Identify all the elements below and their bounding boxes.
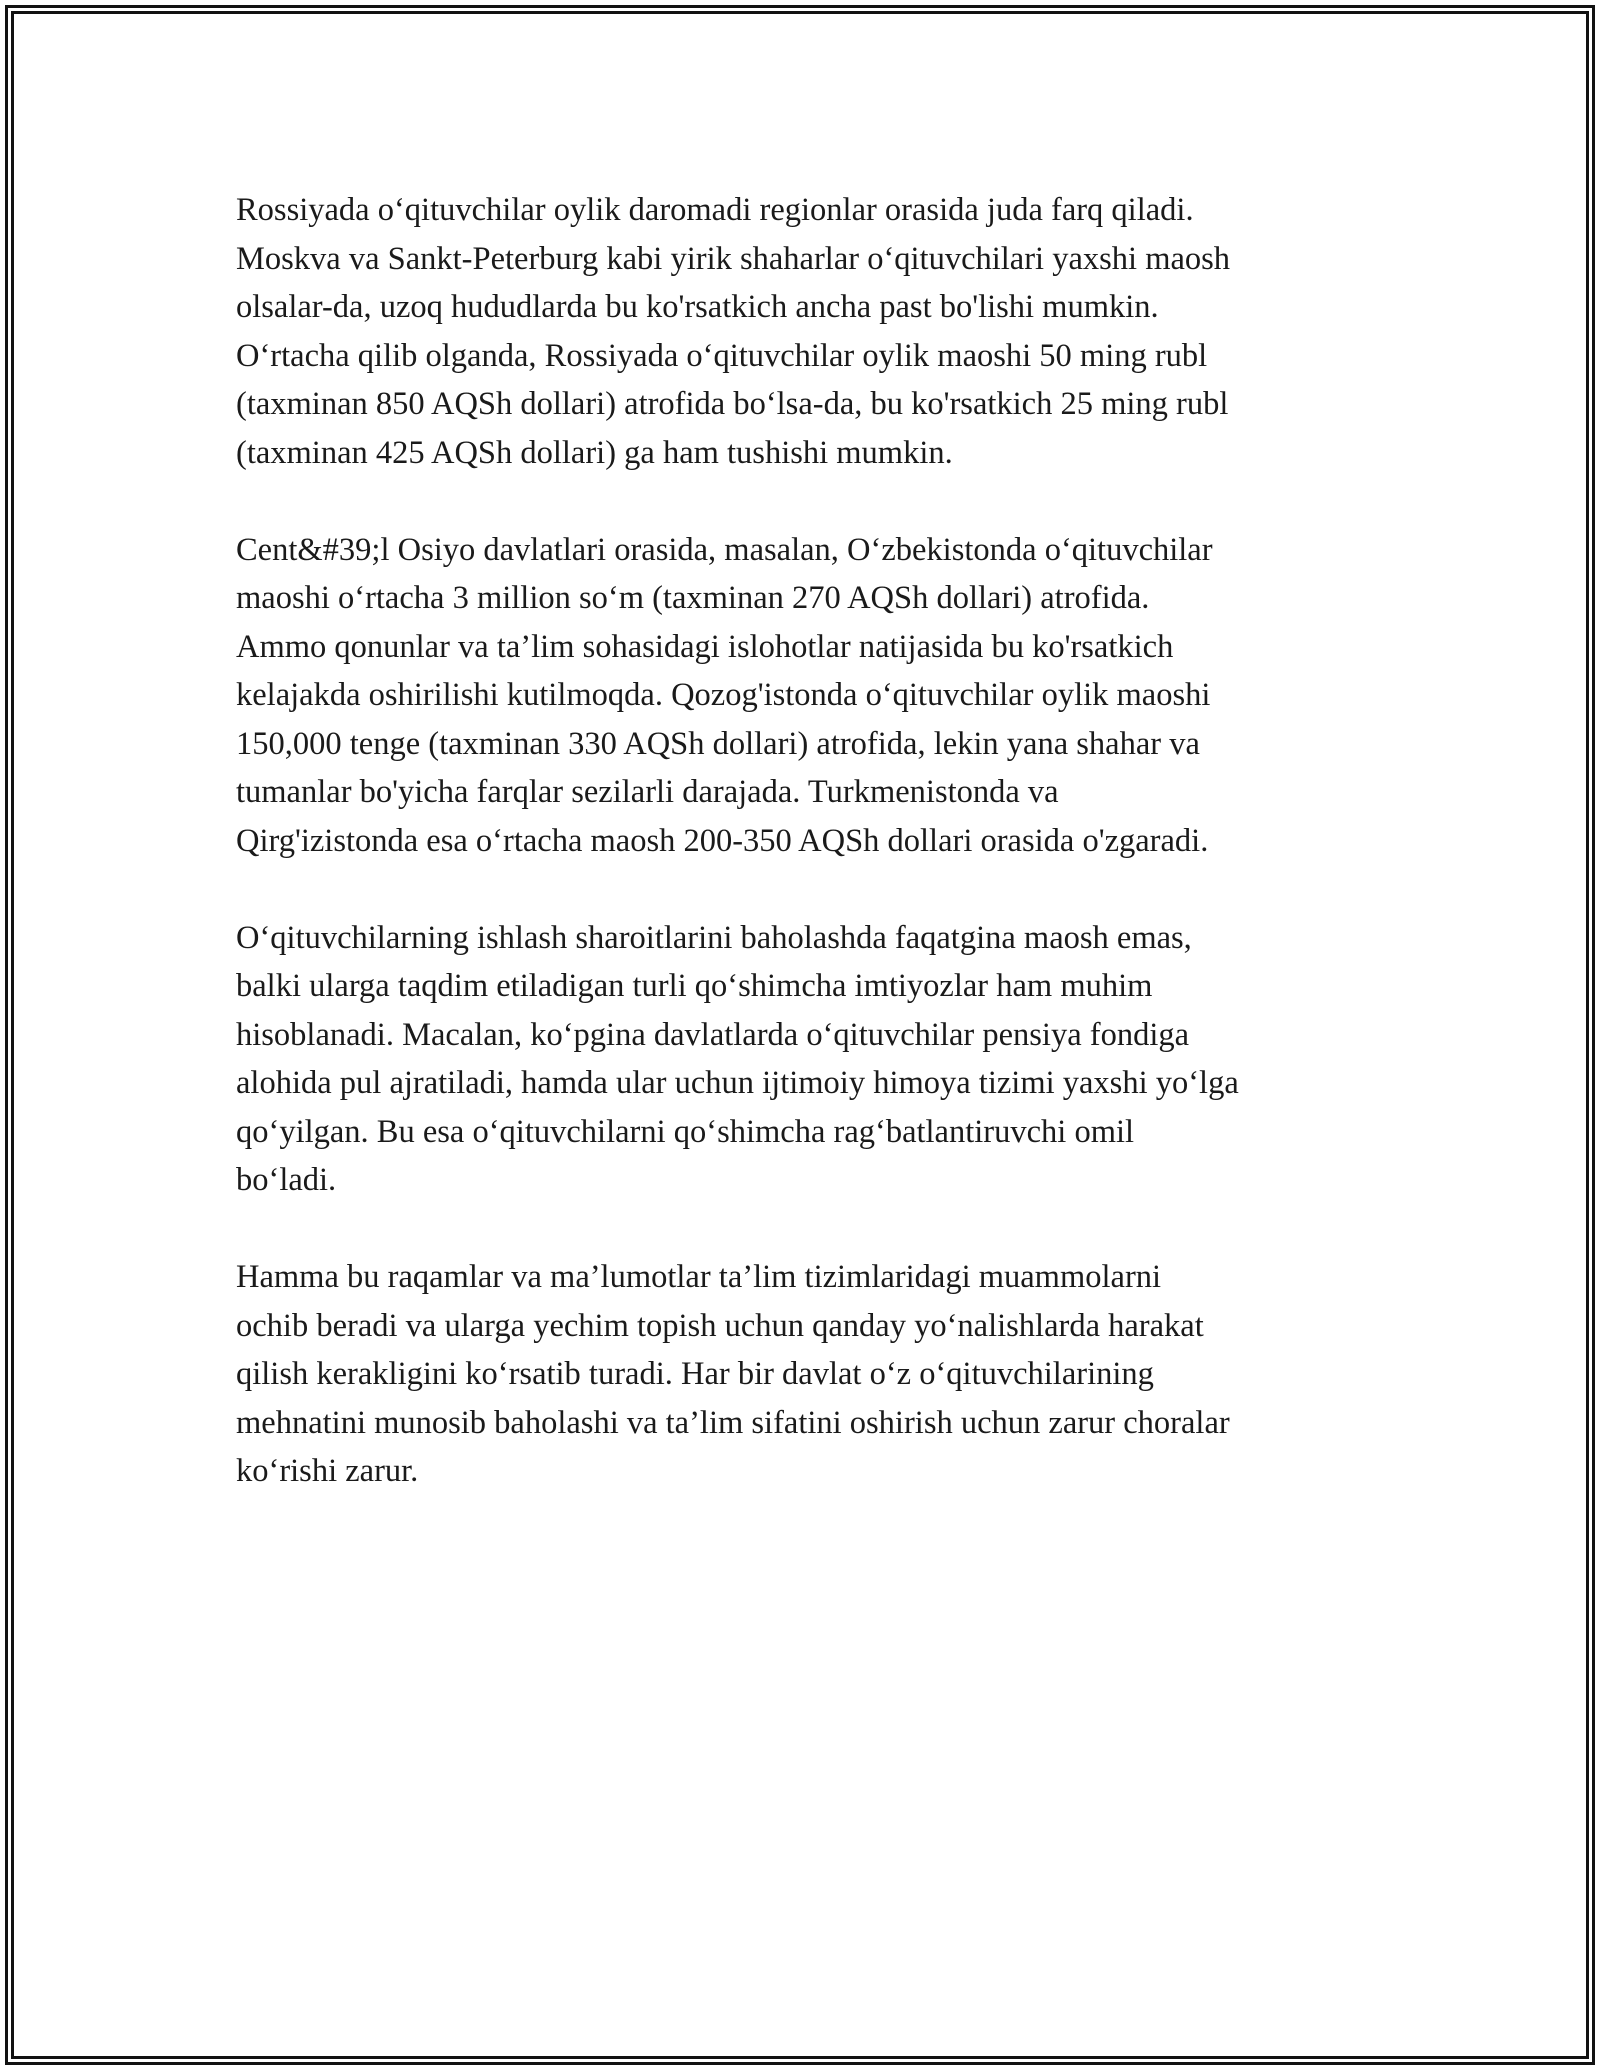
text-line: 150,000 tenge (taxminan 330 AQSh dollari) atrofida, lekin yana shahar va [236, 725, 1200, 762]
text-line: (taxminan 425 AQSh dollari) ga ham tushishi mumkin. [236, 434, 953, 471]
text-line: kelajakda oshirilishi kutilmoqda. Qozog'istonda o‘qituvchilar oylik maoshi [236, 677, 1211, 713]
text-line: bo‘ladi. [236, 1162, 337, 1198]
text-line: Qirg'izistonda esa o‘rtacha maosh 200-350 AQSh dollari orasida o'zgaradi. [236, 822, 1209, 859]
paragraph-1 [236, 186, 1386, 477]
text-line: Rossiyada o‘qituvchilar oylik daromadi regionlar orasida juda farq qiladi. [236, 192, 1194, 228]
text-line: qilish kerakligini ko‘rsatib turadi. Har bir davlat o‘z o‘qituvchilarining [236, 1356, 1154, 1392]
text-line: qo‘yilgan. Bu esa o‘qituvchilarni qo‘shimcha rag‘batlantiruvchi omil [236, 1113, 1135, 1150]
text-line: O‘qituvchilarning ishlash sharoitlarini baholashda faqatgina maosh emas, [236, 919, 1192, 956]
paragraph-3 [236, 914, 1386, 1205]
text-line: maoshi o‘rtacha 3 million so‘m (taxminan 270 AQSh dollari) atrofida. [236, 580, 1150, 616]
text-line: ochib beradi va ularga yechim topish uchun qanday yo‘nalishlarda harakat [236, 1307, 1204, 1344]
paragraph-2 [236, 526, 1386, 866]
text-line: Moskva va Sankt-Peterburg kabi yirik shaharlar o‘qituvchilari yaxshi maosh [236, 240, 1231, 277]
text-line: tumanlar bo'yicha farqlar sezilarli darajada. Turkmenistonda va [236, 774, 1059, 810]
text-line: (taxminan 850 AQSh dollari) atrofida bo‘lsa-da, bu ko'rsatkich 25 ming rubl [236, 386, 1229, 422]
text-line: balki ularga taqdim etiladigan turli qo‘shimcha imtiyozlar ham muhim [236, 968, 1153, 1004]
text-line: Hamma bu raqamlar va ma’lumotlar ta’lim tizimlaridagi muammolarni [236, 1259, 1162, 1295]
text-line: alohida pul ajratiladi, hamda ular uchun ijtimoiy himoya tizimi yaxshi yo‘lga [236, 1065, 1239, 1101]
document-body [236, 186, 1386, 1544]
paragraph-4 [236, 1253, 1386, 1496]
text-line: ko‘rishi zarur. [236, 1453, 419, 1489]
text-line: mehnatini munosib baholashi va ta’lim sifatini oshirish uchun zarur choralar [236, 1404, 1230, 1441]
text-line: olsalar-da, uzoq hududlarda bu ko'rsatkich ancha past bo'lishi mumkin. [236, 289, 1159, 325]
text-line: Cent&#39;l Osiyo davlatlari orasida, masalan, O‘zbekistonda o‘qituvchilar [236, 531, 1213, 568]
text-line: Ammo qonunlar va ta’lim sohasidagi islohotlar natijasida bu ko'rsatkich [236, 628, 1174, 665]
text-line: hisoblanadi. Macalan, ko‘pgina davlatlarda o‘qituvchilar pensiya fondiga [236, 1016, 1190, 1053]
text-line: O‘rtacha qilib olganda, Rossiyada o‘qituvchilar oylik maoshi 50 ming rubl [236, 337, 1208, 374]
